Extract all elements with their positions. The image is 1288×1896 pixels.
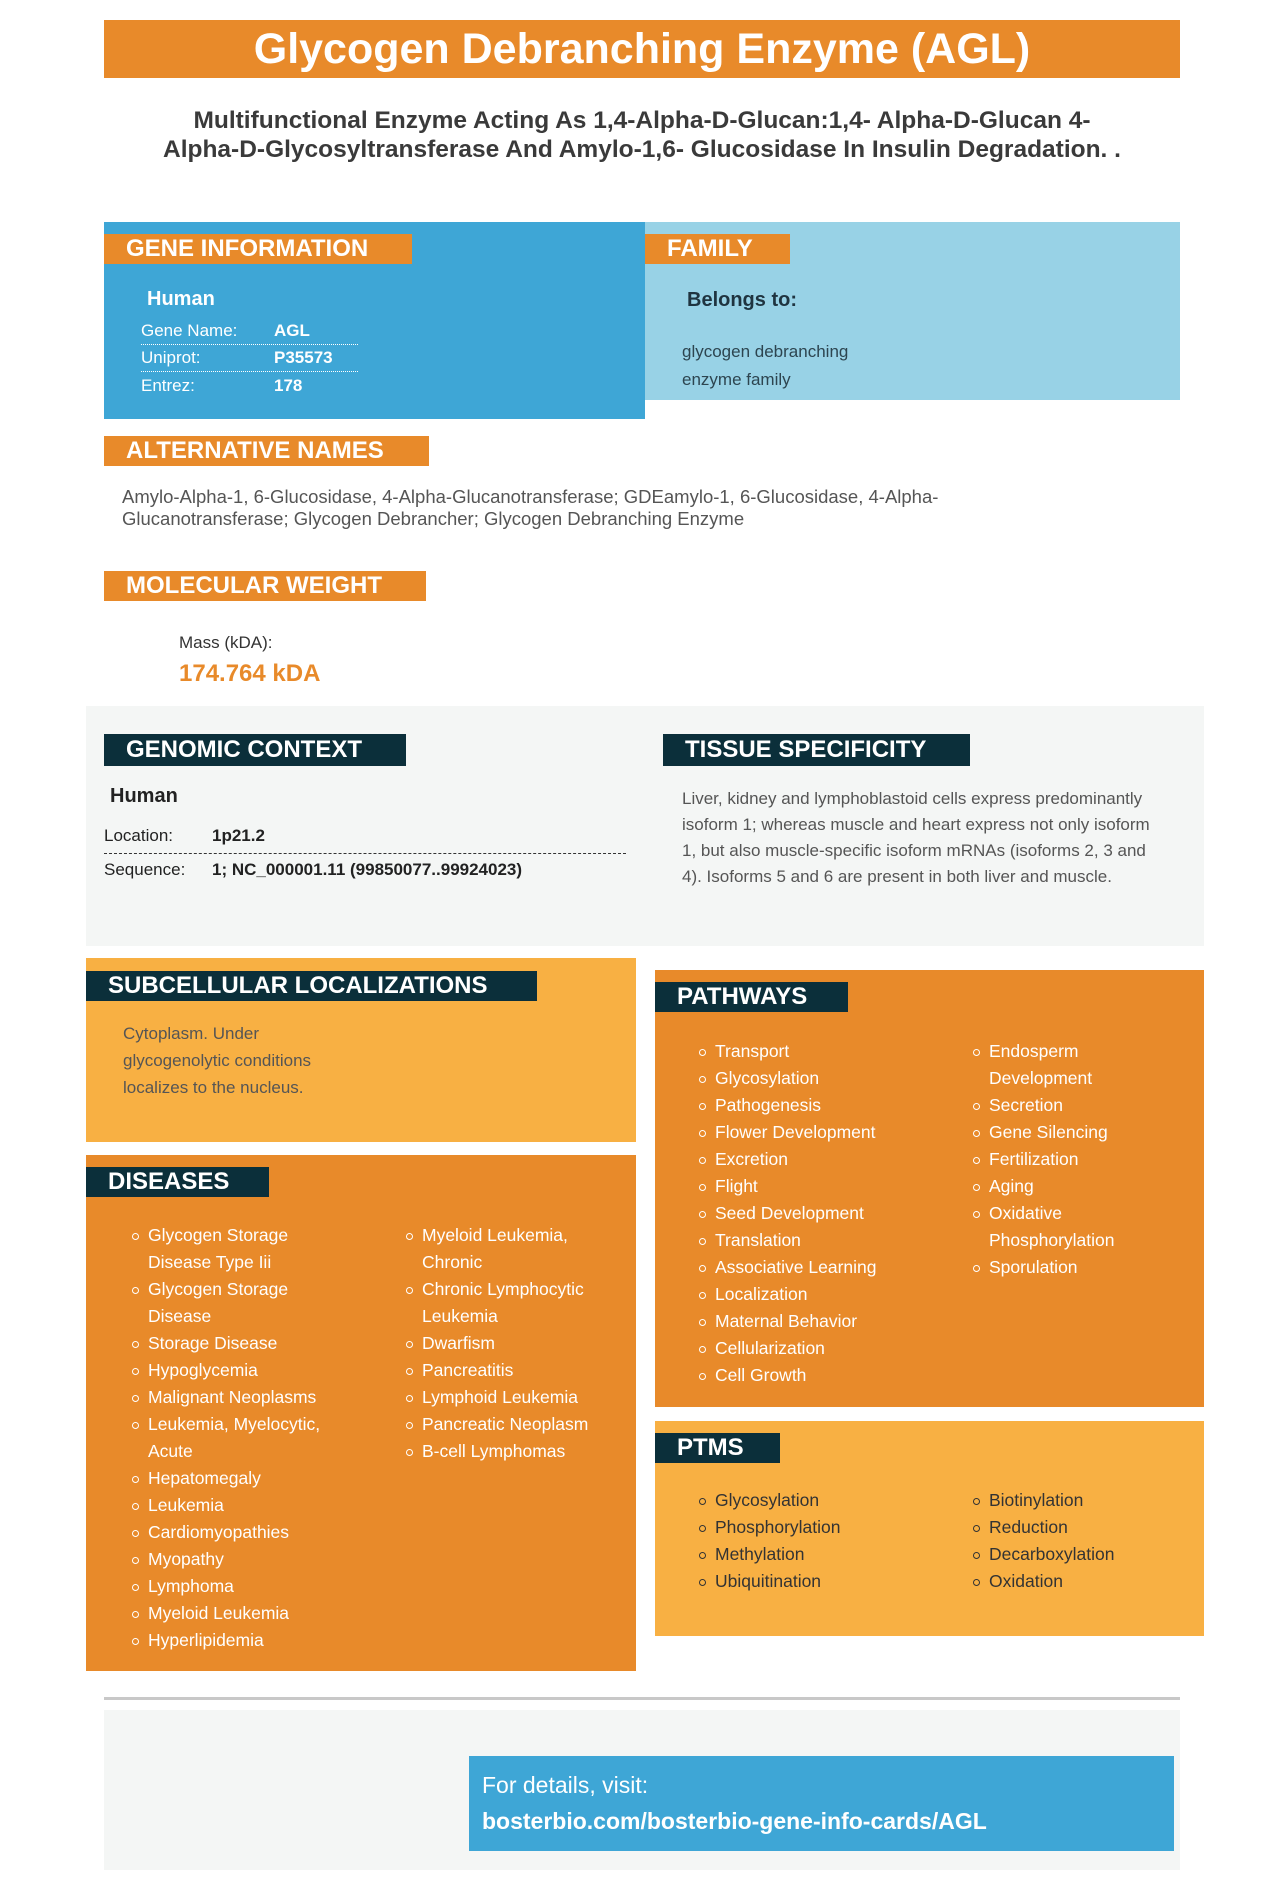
- list-item-text: Localization: [715, 1284, 808, 1304]
- subcellular-line-1: Cytoplasm. Under: [123, 1024, 260, 1043]
- alt-names-line-2: Glucanotransferase; Glycogen Debrancher; Glycogen Debranching Enzyme: [122, 508, 745, 529]
- tissue-line-2: isoform 1; whereas muscle and heart express not only isoform: [682, 815, 1150, 834]
- list-item-text: Hypoglycemia: [148, 1360, 258, 1380]
- list-item-text: Myopathy: [148, 1549, 224, 1569]
- gene-name-value: AGL: [274, 321, 310, 340]
- list-item-text: Pathogenesis: [715, 1095, 822, 1115]
- list-item: [128, 1357, 383, 1384]
- list-item-text: Development: [989, 1068, 1093, 1088]
- list-item: [128, 1600, 383, 1627]
- list-item: [402, 1384, 632, 1411]
- pathways-panel: [655, 970, 1204, 1407]
- list-item: [695, 1362, 955, 1389]
- details-box[interactable]: [469, 1756, 1174, 1851]
- list-item: [695, 1335, 955, 1362]
- list-item: [969, 1254, 1199, 1281]
- tissue-specificity-label: TISSUE SPECIFICITY: [663, 734, 970, 766]
- list-item-text: Pancreatitis: [422, 1360, 514, 1380]
- list-item: [969, 1200, 1199, 1254]
- list-item: [128, 1276, 383, 1330]
- list-item: [695, 1200, 955, 1227]
- list-item-text: Fertilization: [989, 1149, 1079, 1169]
- gene-row-entrez: [141, 376, 358, 400]
- list-item-text: Lymphoid Leukemia: [422, 1387, 578, 1407]
- family-line-1: glycogen debranching: [682, 342, 849, 361]
- list-item: [128, 1465, 383, 1492]
- sequence-key: Sequence:: [104, 860, 186, 879]
- family-belongs-to: Belongs to:: [687, 289, 797, 311]
- gene-row-name: [141, 318, 358, 345]
- list-item-text: Gene Silencing: [989, 1122, 1108, 1142]
- list-item-text: Aging: [989, 1176, 1034, 1196]
- list-item: [128, 1411, 383, 1465]
- list-item-text: Hyperlipidemia: [148, 1630, 264, 1650]
- list-item-text: Leukemia, Myelocytic,: [148, 1414, 321, 1434]
- list-item: [695, 1173, 955, 1200]
- page-title: Glycogen Debranching Enzyme (AGL): [104, 20, 1180, 78]
- diseases-list-col2: [402, 1222, 632, 1465]
- list-item: [695, 1308, 955, 1335]
- diseases-panel: [86, 1155, 636, 1671]
- uniprot-value: P35573: [274, 348, 333, 367]
- family-panel: [645, 222, 1180, 400]
- list-item-text: Oxidative: [989, 1203, 1062, 1223]
- sequence-value: 1; NC_000001.11 (99850077..99924023): [212, 860, 523, 879]
- list-item-text: Glycogen Storage: [148, 1279, 289, 1299]
- family-label: FAMILY: [645, 234, 790, 264]
- list-item-text: Oxidation: [989, 1571, 1063, 1591]
- list-item-text: Translation: [715, 1230, 801, 1250]
- list-item-text: Excretion: [715, 1149, 788, 1169]
- gene-species: Human: [147, 288, 215, 310]
- list-item: [695, 1146, 955, 1173]
- list-item: [969, 1092, 1199, 1119]
- list-item-text: Hepatomegaly: [148, 1468, 261, 1488]
- list-item-text: Biotinylation: [989, 1490, 1084, 1510]
- subcellular-text: [123, 1020, 311, 1101]
- subcellular-panel: [86, 958, 636, 1142]
- list-item: [695, 1568, 955, 1595]
- list-item-text: Acute: [148, 1441, 193, 1461]
- list-item-text: Myeloid Leukemia: [148, 1603, 290, 1623]
- molecular-weight-label: MOLECULAR WEIGHT: [104, 571, 426, 601]
- family-line-2: enzyme family: [682, 370, 791, 389]
- list-item: [695, 1038, 955, 1065]
- list-item-text: Cellularization: [715, 1338, 825, 1358]
- tissue-line-3: 1, but also muscle-specific isoform mRNAs (isoforms 2, 3 and: [682, 841, 1146, 860]
- alternative-names-label: ALTERNATIVE NAMES: [104, 436, 429, 466]
- list-item: [969, 1487, 1199, 1514]
- list-item: [695, 1254, 955, 1281]
- list-item-text: Storage Disease: [148, 1333, 278, 1353]
- list-item: [128, 1546, 383, 1573]
- list-item-text: Methylation: [715, 1544, 805, 1564]
- subcellular-line-3: localizes to the nucleus.: [123, 1078, 304, 1097]
- list-item: [128, 1330, 383, 1357]
- list-item: [402, 1330, 632, 1357]
- family-name: [682, 338, 848, 394]
- entrez-value: 178: [274, 376, 303, 395]
- pathways-label: PATHWAYS: [655, 982, 848, 1012]
- diseases-list-col1: [128, 1222, 383, 1654]
- list-item: [128, 1384, 383, 1411]
- list-item-text: Glycogen Storage: [148, 1225, 289, 1245]
- pathways-list-col1: [695, 1038, 955, 1389]
- list-item: [695, 1065, 955, 1092]
- list-item-text: Flower Development: [715, 1122, 876, 1142]
- list-item-text: Leukemia: [422, 1306, 498, 1326]
- list-item-text: Decarboxylation: [989, 1544, 1115, 1564]
- details-label: For details, visit:: [482, 1772, 649, 1798]
- list-item: [128, 1627, 383, 1654]
- list-item: [128, 1222, 383, 1276]
- uniprot-key: Uniprot:: [141, 348, 201, 367]
- list-item: [402, 1222, 632, 1276]
- diseases-label: DISEASES: [86, 1167, 269, 1197]
- details-link[interactable]: bosterbio.com/bosterbio-gene-info-cards/AGL: [482, 1808, 987, 1834]
- genomic-context-label: GENOMIC CONTEXT: [104, 734, 406, 766]
- list-item-text: Sporulation: [989, 1257, 1078, 1277]
- list-item: [969, 1038, 1199, 1092]
- list-item-text: Myeloid Leukemia,: [422, 1225, 568, 1245]
- location-value: 1p21.2: [212, 826, 265, 845]
- list-item-text: Reduction: [989, 1517, 1068, 1537]
- gene-name-key: Gene Name:: [141, 321, 238, 340]
- genomic-location-row: [104, 823, 626, 854]
- list-item: [695, 1487, 955, 1514]
- list-item: [969, 1568, 1199, 1595]
- subcellular-label: SUBCELLULAR LOCALIZATIONS: [86, 971, 537, 1001]
- list-item-text: B-cell Lymphomas: [422, 1441, 566, 1461]
- list-item-text: Cell Growth: [715, 1365, 807, 1385]
- list-item-text: Secretion: [989, 1095, 1063, 1115]
- list-item-text: Glycosylation: [715, 1490, 820, 1510]
- list-item-text: Transport: [715, 1041, 790, 1061]
- subtitle-line-1: Multifunctional Enzyme Acting As 1,4-Alpha-D-Glucan:1,4- Alpha-D-Glucan 4-: [193, 107, 1091, 134]
- list-item-text: Disease Type Iii: [148, 1252, 272, 1272]
- list-item-text: Pancreatic Neoplasm: [422, 1414, 589, 1434]
- list-item-text: Flight: [715, 1176, 758, 1196]
- list-item: [695, 1541, 955, 1568]
- list-item: [969, 1541, 1199, 1568]
- list-item-text: Phosphorylation: [715, 1517, 841, 1537]
- footer-divider: [104, 1697, 1180, 1700]
- list-item-text: Disease: [148, 1306, 212, 1326]
- ptms-list-col2: [969, 1487, 1199, 1595]
- list-item-text: Chronic: [422, 1252, 483, 1272]
- alt-names-line-1: Amylo-Alpha-1, 6-Glucosidase, 4-Alpha-Glucanotransferase; GDEamylo-1, 6-Glucosidase, 4-Alpha-: [122, 486, 939, 507]
- page-subtitle: [104, 106, 1180, 164]
- list-item: [128, 1519, 383, 1546]
- alternative-names-text: [122, 486, 1082, 530]
- list-item: [402, 1411, 632, 1438]
- ptms-panel: [655, 1421, 1204, 1636]
- list-item-text: Seed Development: [715, 1203, 864, 1223]
- list-item: [969, 1146, 1199, 1173]
- genomic-species: Human: [110, 785, 178, 807]
- list-item-text: Endosperm: [989, 1041, 1079, 1061]
- list-item-text: Cardiomyopathies: [148, 1522, 290, 1542]
- gene-information-label: GENE INFORMATION: [104, 234, 412, 264]
- subtitle-line-2: Alpha-D-Glycosyltransferase And Amylo-1,6- Glucosidase In Insulin Degradation. .: [163, 136, 1121, 163]
- list-item: [128, 1573, 383, 1600]
- list-item: [402, 1357, 632, 1384]
- list-item-text: Phosphorylation: [989, 1230, 1115, 1250]
- list-item: [695, 1514, 955, 1541]
- tissue-line-4: 4). Isoforms 5 and 6 are present in both liver and muscle.: [682, 867, 1112, 886]
- list-item-text: Associative Learning: [715, 1257, 877, 1277]
- ptms-label: PTMS: [655, 1433, 780, 1463]
- list-item: [402, 1438, 632, 1465]
- entrez-key: Entrez:: [141, 376, 195, 395]
- location-key: Location:: [104, 826, 173, 845]
- list-item-text: Ubiquitination: [715, 1571, 822, 1591]
- mass-label: Mass (kDA):: [179, 633, 273, 652]
- gene-information-panel: [104, 222, 645, 419]
- list-item: [969, 1119, 1199, 1146]
- list-item-text: Malignant Neoplasms: [148, 1387, 317, 1407]
- list-item: [402, 1276, 632, 1330]
- subcellular-line-2: glycogenolytic conditions: [123, 1051, 312, 1070]
- gene-row-uniprot: [141, 345, 358, 372]
- list-item-text: Lymphoma: [148, 1576, 234, 1596]
- tissue-line-1: Liver, kidney and lymphoblastoid cells express predominantly: [682, 789, 1143, 808]
- list-item: [128, 1492, 383, 1519]
- list-item: [695, 1119, 955, 1146]
- list-item-text: Leukemia: [148, 1495, 224, 1515]
- list-item: [695, 1281, 955, 1308]
- ptms-list-col1: [695, 1487, 955, 1595]
- list-item-text: Chronic Lymphocytic: [422, 1279, 584, 1299]
- list-item: [969, 1514, 1199, 1541]
- list-item-text: Maternal Behavior: [715, 1311, 858, 1331]
- mass-value: 174.764 kDA: [179, 660, 321, 687]
- pathways-list-col2: [969, 1038, 1199, 1281]
- list-item: [969, 1173, 1199, 1200]
- tissue-specificity-text: [682, 786, 1150, 890]
- list-item: [695, 1092, 955, 1119]
- list-item-text: Dwarfism: [422, 1333, 495, 1353]
- list-item-text: Glycosylation: [715, 1068, 820, 1088]
- list-item: [695, 1227, 955, 1254]
